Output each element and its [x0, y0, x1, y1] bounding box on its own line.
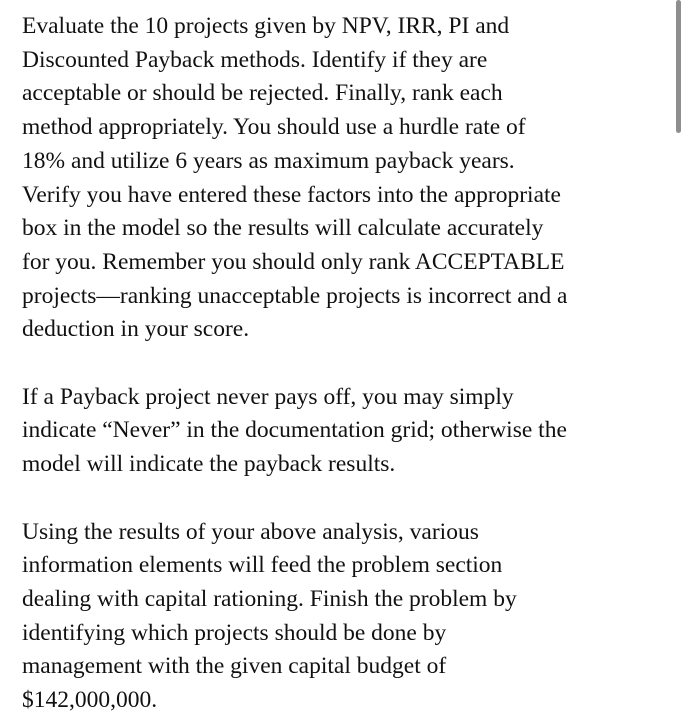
vertical-scrollbar[interactable]: [676, 0, 681, 133]
text-line: 18% and utilize 6 years as maximum payback years.: [22, 147, 515, 174]
paragraph-gap: [22, 482, 677, 516]
text-line: box in the model so the results will calculate accurately: [22, 215, 544, 242]
text-line: deduction in your score.: [22, 316, 250, 343]
text-line: model will indicate the payback results.: [22, 451, 396, 478]
text-line: projects—ranking unacceptable projects is incorrect and a: [22, 282, 568, 309]
text-line: Evaluate the 10 projects given by NPV, IRR, PI and: [22, 13, 510, 39]
paragraph-capital-rationing: [22, 516, 677, 718]
text-line: $142,000,000.: [22, 687, 158, 714]
text-line: method appropriately. You should use a hurdle rate of: [22, 114, 526, 141]
text-line: Verify you have entered these factors into the appropriate: [22, 181, 561, 208]
text-line: identifying which projects should be done by: [22, 619, 447, 646]
text-line: management with the given capital budget of: [22, 653, 447, 680]
paragraph-payback-never: [22, 381, 677, 482]
instructions-text: [22, 10, 677, 718]
text-line: for you. Remember you should only rank ACCEPTABLE: [22, 248, 565, 275]
text-line: indicate “Never” in the documentation grid; otherwise the: [22, 417, 567, 444]
text-line: dealing with capital rationing. Finish the problem by: [22, 585, 517, 612]
paragraph-evaluate-projects: [22, 10, 677, 347]
text-line: acceptable or should be rejected. Finally, rank each: [22, 80, 503, 107]
text-line: information elements will feed the problem section: [22, 552, 503, 579]
paragraph-gap: [22, 347, 677, 381]
text-line: If a Payback project never pays off, you may simply: [22, 383, 514, 410]
text-line: Discounted Payback methods. Identify if they are: [22, 46, 488, 73]
text-line: Using the results of your above analysis, various: [22, 518, 479, 545]
